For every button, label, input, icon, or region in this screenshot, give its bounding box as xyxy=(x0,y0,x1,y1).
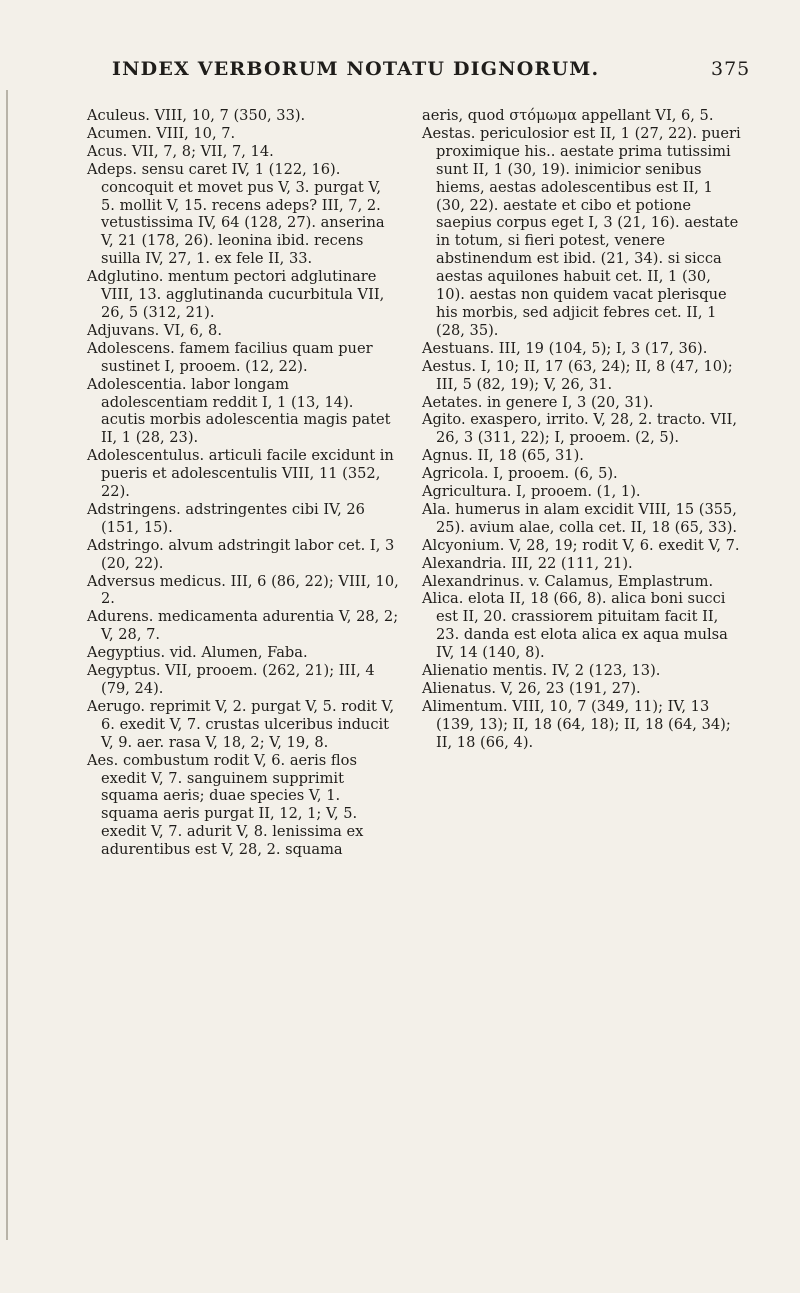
index-entry: Adurens. medicamenta adurentia V, 28, 2; V, 28, 7. xyxy=(87,608,399,644)
index-entry: Adstringens. adstringentes cibi IV, 26 (151, 15). xyxy=(87,500,365,536)
index-entry: Aculeus. VIII, 10, 7 (350, 33). xyxy=(87,107,306,124)
index-entry: Aestas. periculosior est II, 1 (27, 22). pueri proximique his.. aestate prima tutissimi sunt II, 1 (30, 19). inimicior senibus hiems, aestas adolescentibus est II, 1 (30, 22). aestate et cibo et potione saepius corpus eget I, 3 (21, 16). aestate in totum, si fieri potest, venere abstinendum est ibid. (21, 34). si sicca aestas aquilones habuit cet. II, 1 (30, 10). aestas non quidem vacat plerisque his morbis, sed adjicit febres cet. II, 1 (28, 35). xyxy=(422,124,741,339)
index-entry: Adolescens. famem facilius quam puer sustinet I, prooem. (12, 22). xyxy=(87,339,373,375)
index-entry: Aestuans. III, 19 (104, 5); I, 3 (17, 36). xyxy=(422,339,708,357)
index-entry: Adversus medicus. III, 6 (86, 22); VIII, 10, 2. xyxy=(87,572,399,608)
index-entry: Ala. humerus in alam excidit VIII, 15 (355, 25). avium alae, colla cet. II, 18 (65, 33). xyxy=(422,500,738,536)
index-entry: Adjuvans. VI, 6, 8. xyxy=(87,321,222,339)
header-title: INDEX VERBORUM NOTATU DIGNORUM. xyxy=(112,58,600,80)
page-number: 375 xyxy=(711,58,751,80)
index-entry: Alienatio mentis. IV, 2 (123, 13). xyxy=(422,662,661,680)
index-entry: Alexandria. III, 22 (111, 21). xyxy=(422,554,633,572)
index-entry: Alienatus. V, 26, 23 (191, 27). xyxy=(422,680,641,697)
index-entry: Agnus. II, 18 (65, 31). xyxy=(422,447,584,465)
right-column xyxy=(422,107,742,752)
index-entry: Adglutino. mentum pectori adglutinare VIII, 13. agglutinanda cucurbitula VII, 26, 5 (312, 21). xyxy=(87,268,385,321)
index-entry: Aes. combustum rodit V, 6. aeris flos exedit V, 7. sanguinem supprimit squama aeris; duae species V, 1. squama aeris purgat II, 12, 1; V, 5. exedit V, 7. adurit V, 8. lenissima ex adurentibus est V, 28, 2. squama xyxy=(87,751,364,859)
index-entry: Aegyptius. vid. Alumen, Faba. xyxy=(87,644,308,662)
index-entry: aeris, quod στόμωμα appellant VI, 6, 5. xyxy=(422,107,714,124)
index-entry: Aestus. I, 10; II, 17 (63, 24); II, 8 (47, 10); III, 5 (82, 19); V, 26, 31. xyxy=(422,357,733,393)
index-entry: Adolescentulus. articuli facile excidunt in pueris et adolescentulis VIII, 11 (352, 22). xyxy=(87,447,394,501)
index-entry: Alimentum. VIII, 10, 7 (349, 11); IV, 13 (139, 13); II, 18 (64, 18); II, 18 (64, 34); II, 18 (66, 4). xyxy=(422,697,731,751)
index-entry: Acus. VII, 7, 8; VII, 7, 14. xyxy=(87,142,274,160)
index-entry: Acumen. VIII, 10, 7. xyxy=(87,124,236,142)
index-entry: Agricultura. I, prooem. (1, 1). xyxy=(422,483,641,501)
index-entry: Aerugo. reprimit V, 2. purgat V, 5. rodit V, 6. exedit V, 7. crustas ulceribus inducit V, 9. aer. rasa V, 18, 2; V, 19, 8. xyxy=(87,697,395,751)
index-entry: Alexandrinus. v. Calamus, Emplastrum. xyxy=(422,572,714,590)
index-entry: Adeps. sensu caret IV, 1 (122, 16). concoquit et movet pus V, 3. purgat V, 5. mollit V, 15. recens adeps? III, 7, 2. vetustissima IV, 64 (128, 27). anserina V, 21 (178, 26). leonina ibid. recens suilla IV, 27, 1. ex fele II, 33. xyxy=(87,160,385,268)
index-entry: Agricola. I, prooem. (6, 5). xyxy=(422,465,618,483)
page-edge-rule xyxy=(6,90,8,1240)
index-entry: Adstringo. alvum adstringit labor cet. I, 3 (20, 22). xyxy=(87,536,395,572)
index-entry: Alcyonium. V, 28, 19; rodit V, 6. exedit V, 7. xyxy=(422,536,740,554)
index-entry: Aegyptus. VII, prooem. (262, 21); III, 4 (79, 24). xyxy=(87,662,375,697)
index-entry: Adolescentia. labor longam adolescentiam reddit I, 1 (13, 14). acutis morbis adolescentia magis patet II, 1 (28, 23). xyxy=(87,375,391,447)
index-entry: Alica. elota II, 18 (66, 8). alica boni succi est II, 20. crassiorem pituitam facit II, 23. danda est elota alica ex aqua mulsa IV, 14 (140, 8). xyxy=(422,590,728,662)
running-header xyxy=(0,58,800,84)
index-entry: Agito. exaspero, irrito. V, 28, 2. tracto. VII, 26, 3 (311, 22); I, prooem. (2, 5). xyxy=(422,411,738,447)
left-column xyxy=(87,107,399,859)
index-entry: Aetates. in genere I, 3 (20, 31). xyxy=(422,393,654,411)
